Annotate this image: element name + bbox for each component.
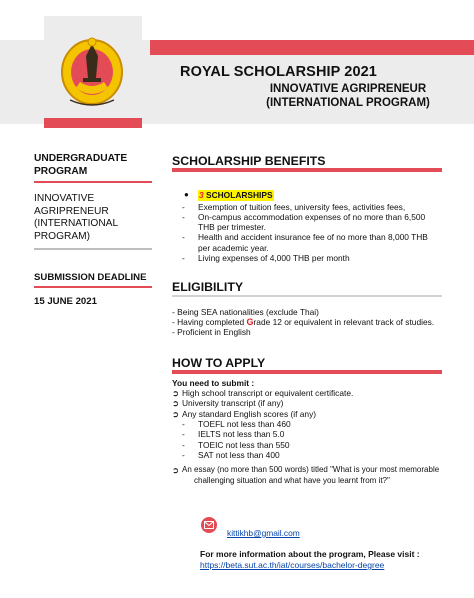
- divider: [34, 248, 152, 250]
- scholarship-badge: [198, 190, 274, 200]
- list-item: [182, 232, 442, 253]
- email-icon: [201, 517, 217, 533]
- benefit-text: Health and accident insurance fee of no more than 8,000 THB per academic year.: [198, 232, 428, 253]
- program-url-link[interactable]: https://beta.sut.ac.th/iat/courses/bachelor-degree: [200, 560, 385, 570]
- arrow-icon: ➲: [172, 408, 180, 419]
- sidebar: [34, 152, 152, 307]
- score-text: TOEFL not less than 460: [198, 419, 291, 430]
- benefit-text: On-campus accommodation expenses of no more than 6,500 THB per trimester.: [198, 211, 426, 233]
- program-name-line: INNOVATIVE: [34, 193, 95, 204]
- score-text: IELTS not less than 5.0: [198, 429, 285, 440]
- dash-marker: -: [182, 201, 185, 212]
- deadline-label: SUBMISSION DEADLINE: [34, 272, 147, 284]
- dash-marker: -: [182, 211, 185, 222]
- apply-list: [172, 388, 442, 419]
- highlight-letter: G: [246, 316, 254, 327]
- essay-line: challenging situation and what have you learnt from it?": [194, 475, 390, 485]
- score-item: [182, 419, 442, 429]
- requirement-text: High school transcript or equivalent certificate.: [182, 388, 354, 399]
- requirement-text: Any standard English scores (if any): [182, 408, 317, 419]
- benefit-text: Exemption of tuition fees, university fees, activities fees,: [198, 201, 406, 212]
- bullet-icon: ●: [184, 190, 189, 200]
- more-info-label: For more information about the program, Please visit :: [200, 549, 420, 559]
- requirement-text: University transcript (if any): [182, 398, 284, 409]
- submit-label: You need to submit :: [172, 377, 255, 388]
- program-name-line: (INTERNATIONAL: [34, 218, 119, 230]
- dash-marker: -: [182, 419, 185, 430]
- eligibility-item: - Proficient in English: [172, 327, 251, 338]
- subtitle-line-2: (INTERNATIONAL PROGRAM): [266, 97, 430, 109]
- scholarship-count: [184, 190, 442, 200]
- eligibility-item: - Being SEA nationalities (exclude Thai): [172, 306, 319, 317]
- dash-marker: -: [182, 449, 185, 460]
- benefit-text: Living expenses of 4,000 THB per month: [198, 253, 350, 264]
- eligibility-item: [172, 317, 442, 327]
- essay-line: An essay (no more than 500 words) titled "What is your most memorable: [182, 465, 440, 475]
- section-divider: [172, 168, 442, 172]
- section-divider: [172, 295, 442, 297]
- dash-marker: -: [182, 429, 185, 440]
- eligibility-list: [172, 307, 442, 338]
- program-name-line: AGRIPRENEUR: [34, 205, 109, 217]
- main-content: [172, 150, 442, 486]
- arrow-icon: ➲: [172, 398, 180, 409]
- score-item: [182, 429, 442, 439]
- divider: [34, 286, 152, 288]
- essay-item: [172, 465, 442, 486]
- benefits-title: SCHOLARSHIP BENEFITS: [172, 154, 326, 168]
- email-link[interactable]: kittikhb@gmail.com: [227, 528, 300, 538]
- essay-text: [182, 465, 439, 486]
- score-item: [182, 450, 442, 460]
- page-subtitle: [248, 82, 448, 110]
- scholarship-number: 3: [199, 190, 204, 201]
- program-name-line: PROGRAM): [34, 230, 91, 242]
- list-item: [172, 398, 442, 408]
- university-seal-icon: [56, 30, 128, 110]
- list-item: [182, 202, 442, 212]
- eligibility-text: rade 12 or equivalent in relevant track of studies.: [253, 316, 435, 327]
- program-name: [34, 193, 152, 243]
- list-item: [182, 212, 442, 233]
- section-divider: [172, 370, 442, 374]
- subtitle-line-1: INNOVATIVE AGRIPRENEUR: [269, 83, 427, 95]
- score-item: [182, 440, 442, 450]
- dash-marker: -: [182, 253, 185, 264]
- program-level-line-2: PROGRAM: [34, 166, 88, 177]
- dash-marker: -: [182, 439, 185, 450]
- score-list: [182, 419, 442, 460]
- score-text: TOEIC not less than 550: [198, 439, 290, 450]
- dash-marker: -: [182, 232, 185, 243]
- eligibility-text: - Having completed: [172, 316, 247, 327]
- divider: [34, 181, 152, 183]
- arrow-icon: ➲: [172, 388, 180, 399]
- score-text: SAT not less than 400: [198, 449, 280, 460]
- header-accent-bar: [150, 40, 474, 55]
- scholarship-label: SCHOLARSHIPS: [206, 190, 273, 201]
- apply-title: HOW TO APPLY: [172, 355, 266, 370]
- program-level-line-1: UNDERGRADUATE: [34, 153, 128, 164]
- arrow-icon: ➲: [172, 465, 180, 476]
- list-item: [182, 253, 442, 263]
- list-item: [172, 409, 442, 419]
- eligibility-title: ELIGIBILITY: [172, 280, 244, 295]
- page-title: ROYAL SCHOLARSHIP 2021: [180, 64, 377, 80]
- benefits-list: [182, 202, 442, 264]
- program-level: [34, 152, 152, 178]
- deadline-date: 15 JUNE 2021: [34, 296, 97, 308]
- list-item: [172, 388, 442, 398]
